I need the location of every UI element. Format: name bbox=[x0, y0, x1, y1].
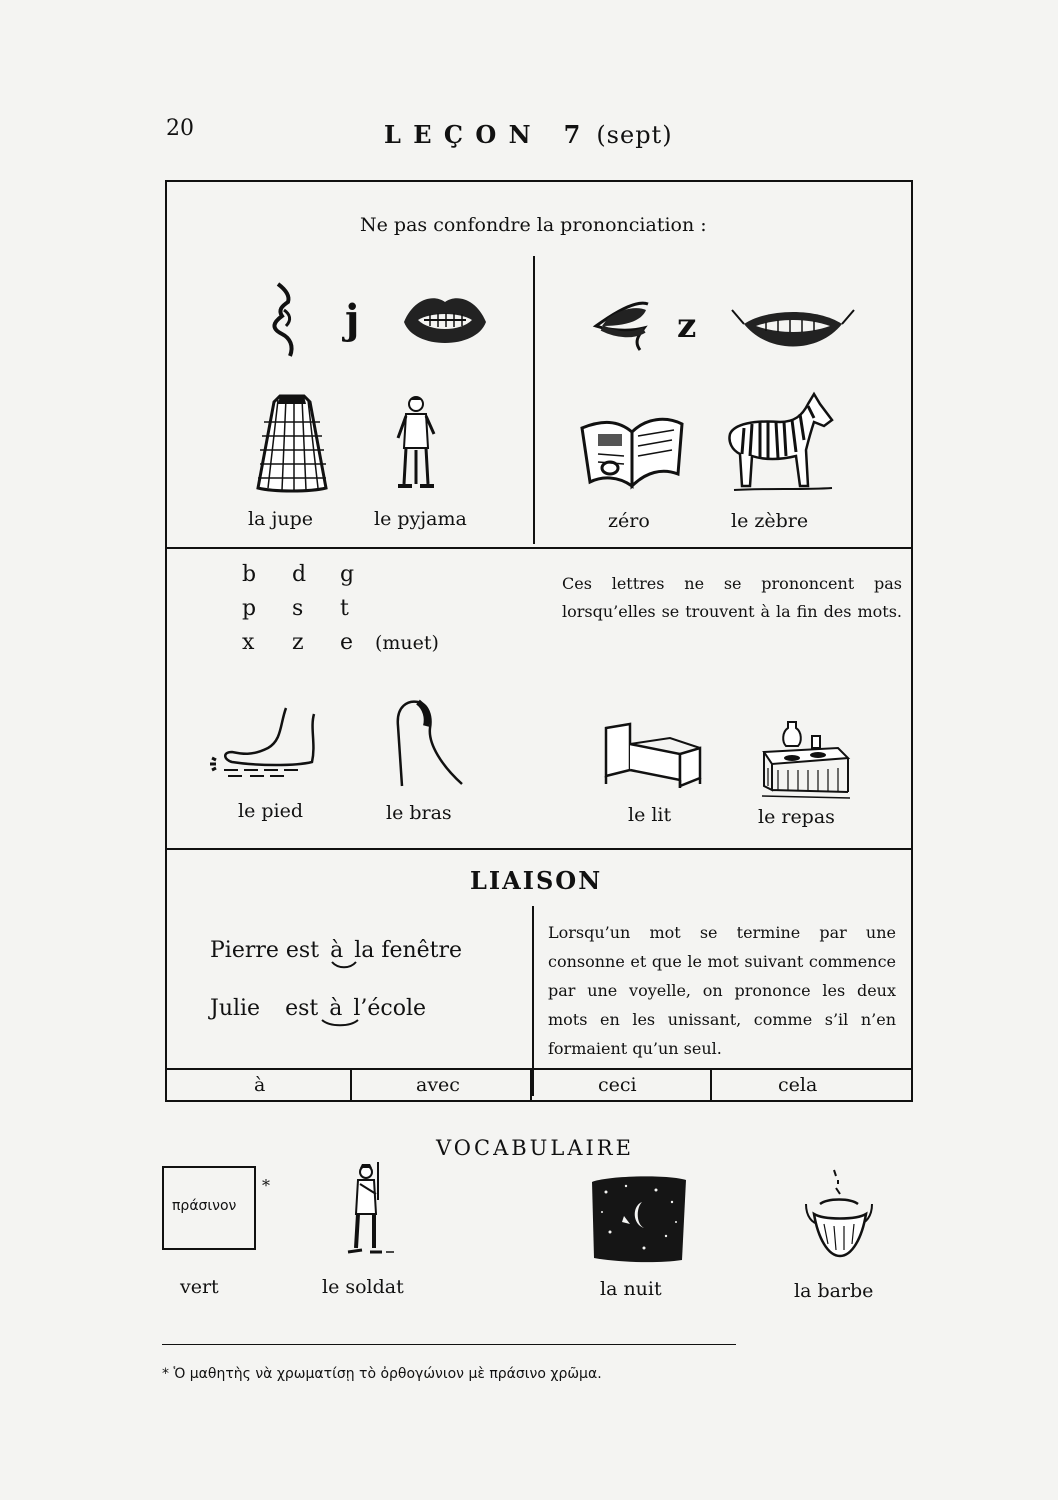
lips-front-icon bbox=[728, 304, 858, 356]
night-icon bbox=[586, 1172, 690, 1264]
lips-front-icon bbox=[400, 292, 490, 354]
divider bbox=[165, 1068, 913, 1070]
liaison-explanation: Lorsqu’un mot se termine par une consonne et que le mot suivant commence par une voyelle, on prononce les deux mots en les unissant, comme s’il n’en formaient qu’un seul. bbox=[548, 923, 896, 1058]
example-2-part-d: l’école bbox=[353, 996, 427, 1021]
liaison-word-ceci: ceci bbox=[598, 1074, 637, 1096]
open-book-icon bbox=[578, 410, 686, 492]
silent-letter: z bbox=[292, 630, 304, 655]
silent-letter: t bbox=[340, 596, 349, 621]
lesson-subtitle: (sept) bbox=[596, 121, 673, 149]
word-le-repas: le repas bbox=[758, 806, 835, 828]
muet-note: (muet) bbox=[375, 632, 439, 654]
divider bbox=[350, 1068, 352, 1100]
divider bbox=[533, 256, 535, 544]
divider bbox=[165, 848, 913, 850]
silent-letter: x bbox=[242, 630, 255, 655]
word-le-pied: le pied bbox=[238, 800, 304, 822]
meal-table-icon bbox=[758, 712, 852, 804]
word-le-bras: le bras bbox=[386, 802, 452, 824]
arm-icon bbox=[388, 696, 466, 790]
lesson-title bbox=[384, 120, 673, 149]
divider bbox=[532, 906, 534, 1096]
mouth-profile-icon bbox=[268, 280, 318, 360]
beard-icon bbox=[800, 1168, 880, 1258]
zebra-icon bbox=[724, 390, 838, 498]
example-2-part-a: Julie bbox=[210, 996, 261, 1021]
bed-icon bbox=[600, 720, 704, 788]
silent-letter: b bbox=[242, 562, 257, 587]
soldier-icon bbox=[340, 1160, 396, 1260]
letter-z: z bbox=[677, 306, 697, 346]
page-number: 20 bbox=[166, 116, 194, 141]
liaison-title: LIAISON bbox=[470, 866, 603, 895]
mouth-profile-icon bbox=[588, 296, 668, 356]
silent-letter: s bbox=[292, 596, 304, 621]
silent-letter: p bbox=[242, 596, 257, 621]
liaison-word-a: à bbox=[254, 1074, 266, 1096]
lesson-title-main: L E Ç O N 7 bbox=[384, 120, 583, 149]
skirt-icon bbox=[250, 392, 334, 496]
word-le-lit: le lit bbox=[628, 804, 672, 826]
silent-letter: g bbox=[340, 562, 355, 587]
liaison-arc-1 bbox=[330, 960, 358, 970]
divider bbox=[165, 547, 913, 549]
liaison-word-cela: cela bbox=[778, 1074, 818, 1096]
silent-letters-explanation: Ces lettres ne se prononcent pas lorsqu’elles se trouvent à la fin des mots. bbox=[562, 574, 902, 621]
word-zero: zéro bbox=[608, 510, 650, 532]
letter-j: j bbox=[345, 296, 360, 343]
footnote-text: * Ὁ μαθητὴς νὰ χρωματίσῃ τὸ ὀρθογώνιον μὲ πράσινο χρῶμα. bbox=[162, 1366, 602, 1382]
liaison-arc-2 bbox=[320, 1018, 360, 1028]
word-la-jupe: la jupe bbox=[248, 508, 313, 530]
silent-letter: d bbox=[292, 562, 307, 587]
word-le-soldat: le soldat bbox=[322, 1276, 404, 1298]
liaison-word-avec: avec bbox=[416, 1074, 460, 1096]
word-le-zebre: le zèbre bbox=[731, 510, 809, 532]
boy-pyjama-icon bbox=[394, 394, 438, 494]
word-vert: vert bbox=[180, 1276, 219, 1298]
example-1-part-c: la fenêtre bbox=[354, 938, 463, 963]
word-le-pyjama: le pyjama bbox=[374, 508, 467, 530]
example-2-part-b: est bbox=[285, 996, 319, 1021]
foot-icon bbox=[208, 704, 318, 778]
liaison-example-2 bbox=[210, 996, 426, 1021]
divider bbox=[530, 1068, 532, 1100]
pronunciation-heading: Ne pas confondre la prononciation : bbox=[360, 214, 707, 236]
footnote-marker: * bbox=[262, 1176, 270, 1195]
silent-letter: e bbox=[340, 630, 354, 655]
color-box-label: πράσινον bbox=[172, 1198, 237, 1214]
word-la-nuit: la nuit bbox=[600, 1278, 662, 1300]
example-2-part-c: à bbox=[329, 996, 343, 1021]
example-1-part-b: à bbox=[330, 938, 344, 963]
footnote-rule bbox=[162, 1344, 736, 1345]
example-1-part-a: Pierre est bbox=[210, 938, 320, 963]
word-la-barbe: la barbe bbox=[794, 1280, 874, 1302]
vocabulary-title: VOCABULAIRE bbox=[436, 1136, 634, 1160]
divider bbox=[710, 1068, 712, 1100]
